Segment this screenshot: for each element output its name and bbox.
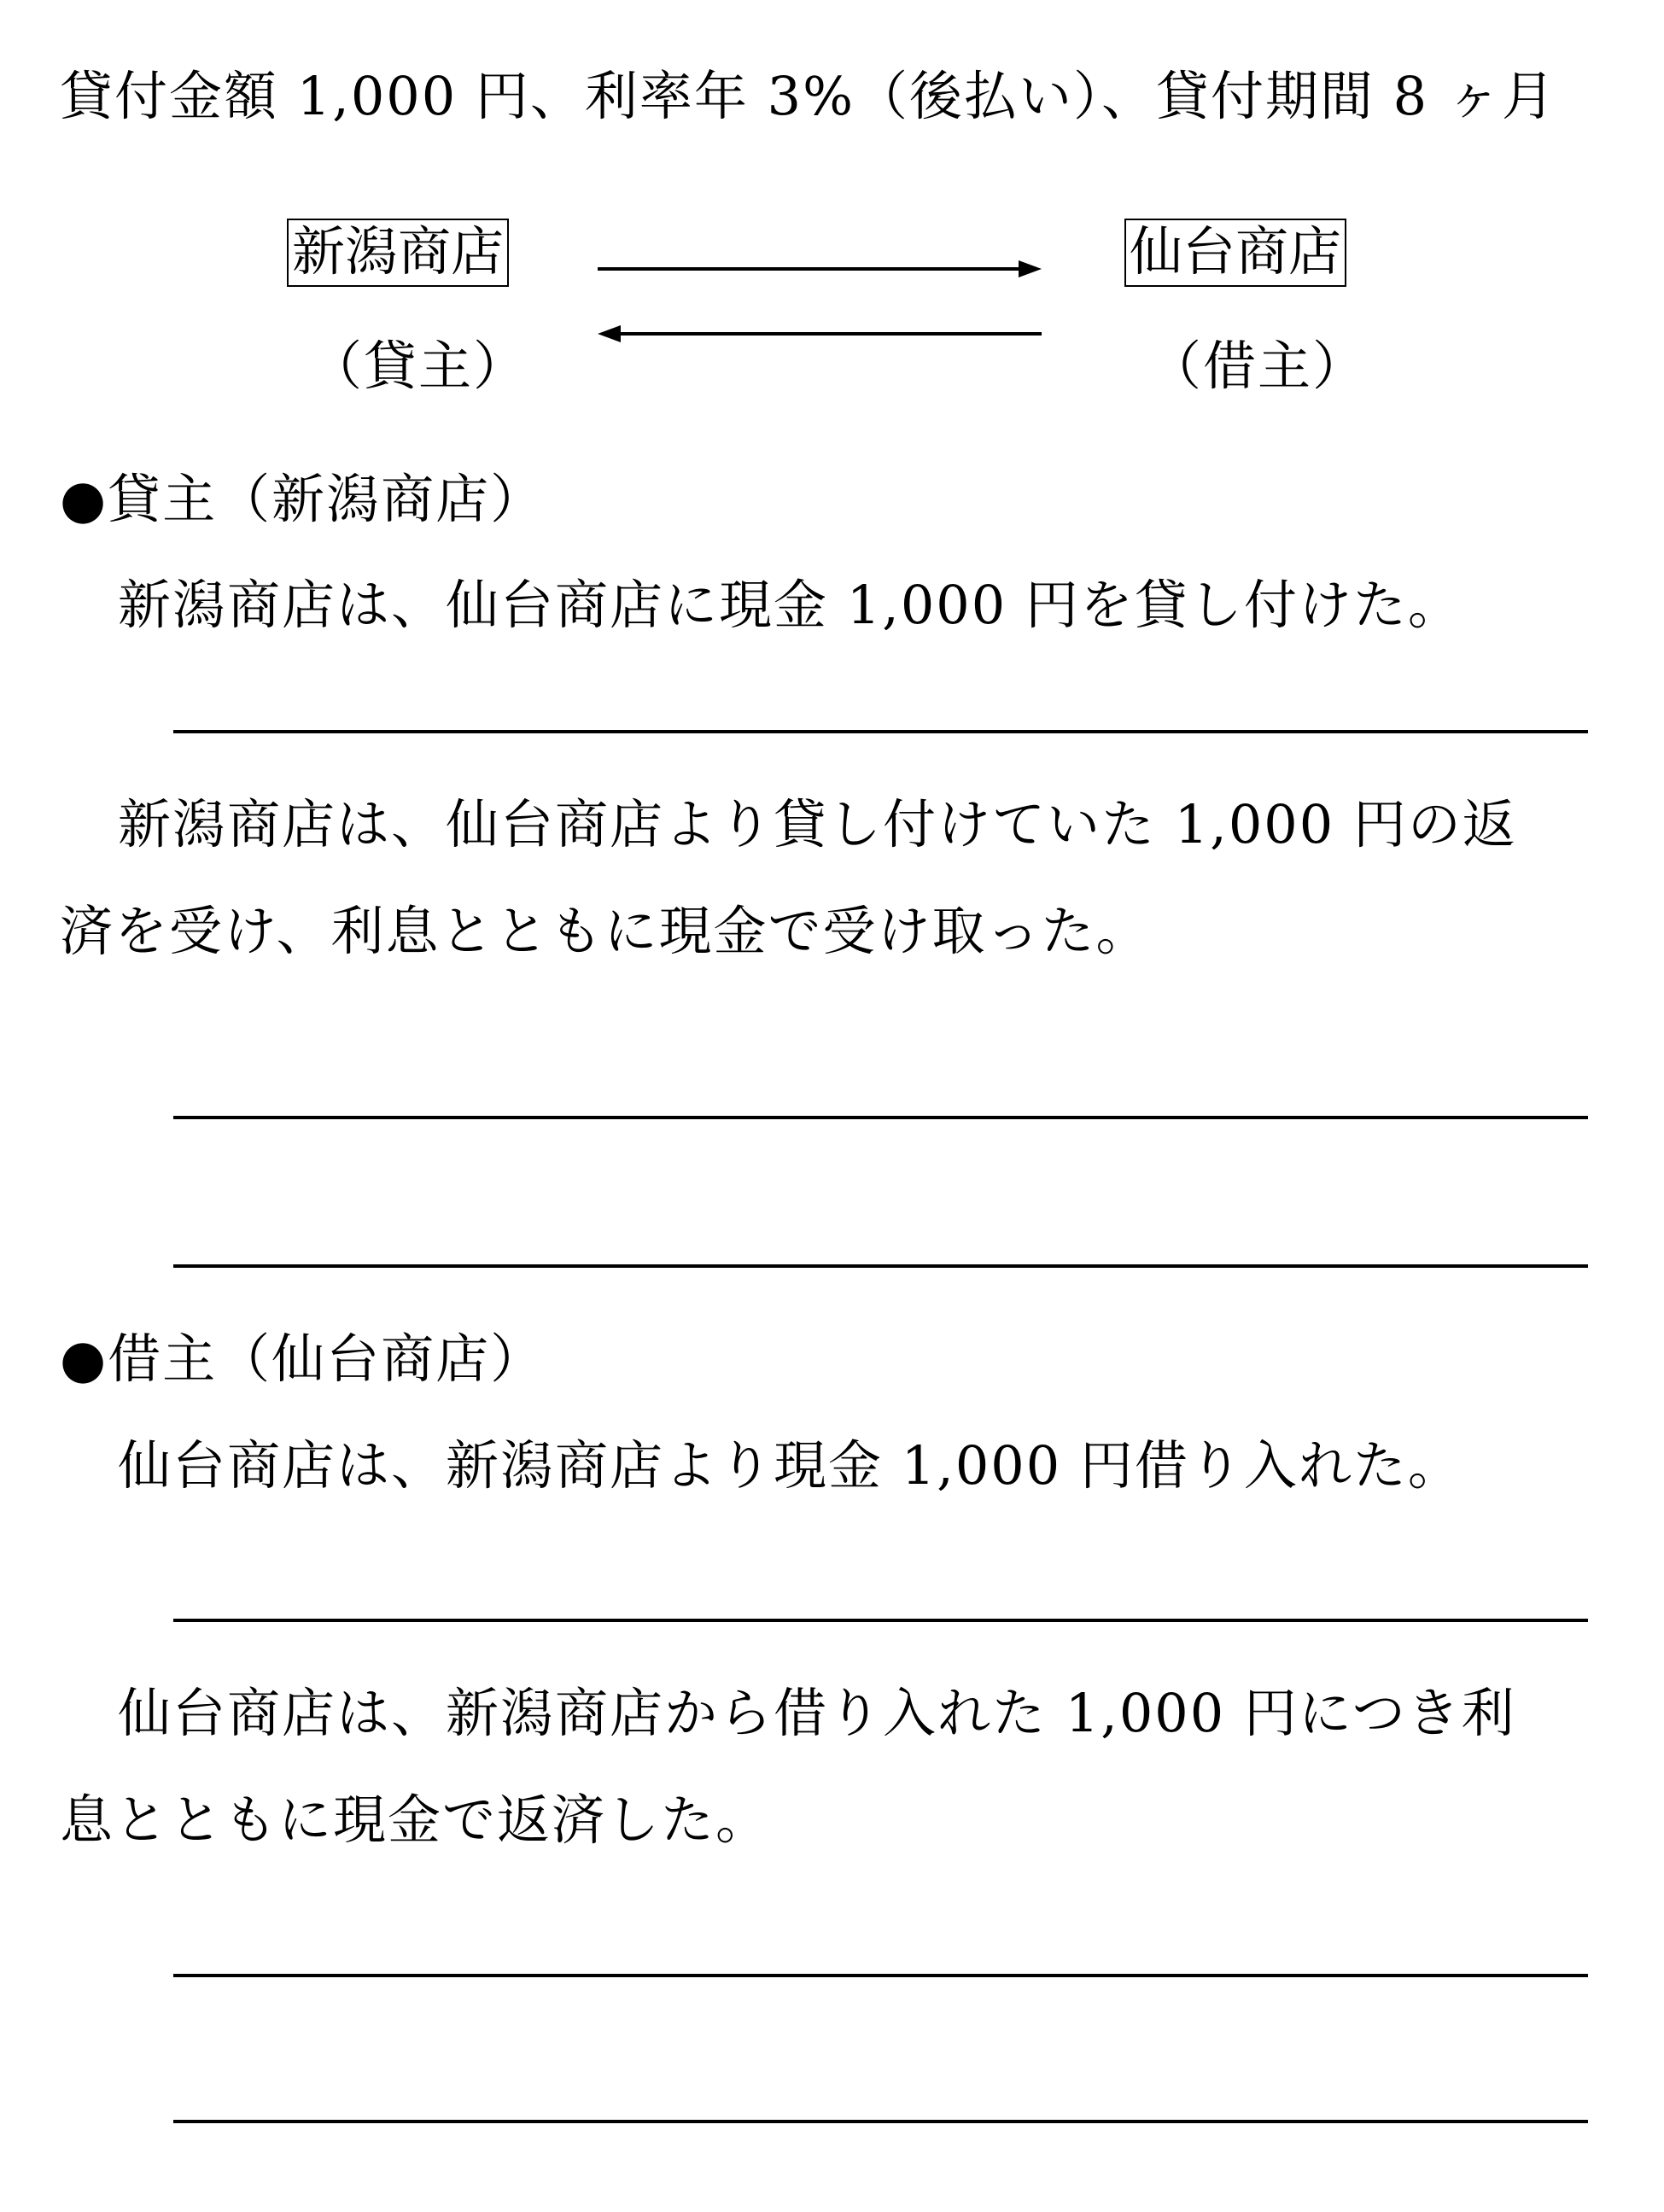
answer-line — [173, 1619, 1588, 1622]
loan-terms: 貸付金額 1,000 円、利率年 3%（後払い）、貸付期間 8 ヶ月 — [60, 65, 1556, 127]
borrower-role-label: （借主） — [1148, 335, 1368, 397]
answer-line — [173, 1116, 1588, 1119]
borrower-question-2-line-2: 息とともに現金で返済した。 — [60, 1789, 771, 1851]
answer-line — [173, 730, 1588, 733]
answer-line — [173, 1974, 1588, 1977]
lender-question-1: 新潟商店は、仙台商店に現金 1,000 円を貸し付けた。 — [118, 574, 1463, 636]
borrower-store-box: 仙台商店 — [1124, 219, 1346, 287]
borrower-section-heading: ●借主（仙台商店） — [60, 1328, 546, 1390]
borrower-question-1: 仙台商店は、新潟商店より現金 1,000 円借り入れた。 — [118, 1434, 1463, 1497]
answer-line — [173, 1264, 1588, 1268]
borrower-question-2-line-1: 仙台商店は、新潟商店から借り入れた 1,000 円につき利 — [118, 1682, 1516, 1744]
left-arrow — [598, 325, 1042, 342]
lender-question-2-line-2: 済を受け、利息とともに現金で受け取った。 — [60, 900, 1151, 962]
answer-line — [173, 2120, 1588, 2123]
lender-role-label: （貸主） — [309, 335, 528, 397]
lender-store-box: 新潟商店 — [287, 219, 509, 287]
lender-question-2-line-1: 新潟商店は、仙台商店より貸し付けていた 1,000 円の返 — [118, 793, 1517, 855]
lender-section-heading: ●貸主（新潟商店） — [60, 468, 546, 530]
transaction-arrows — [589, 248, 1050, 350]
right-arrow — [598, 260, 1042, 277]
